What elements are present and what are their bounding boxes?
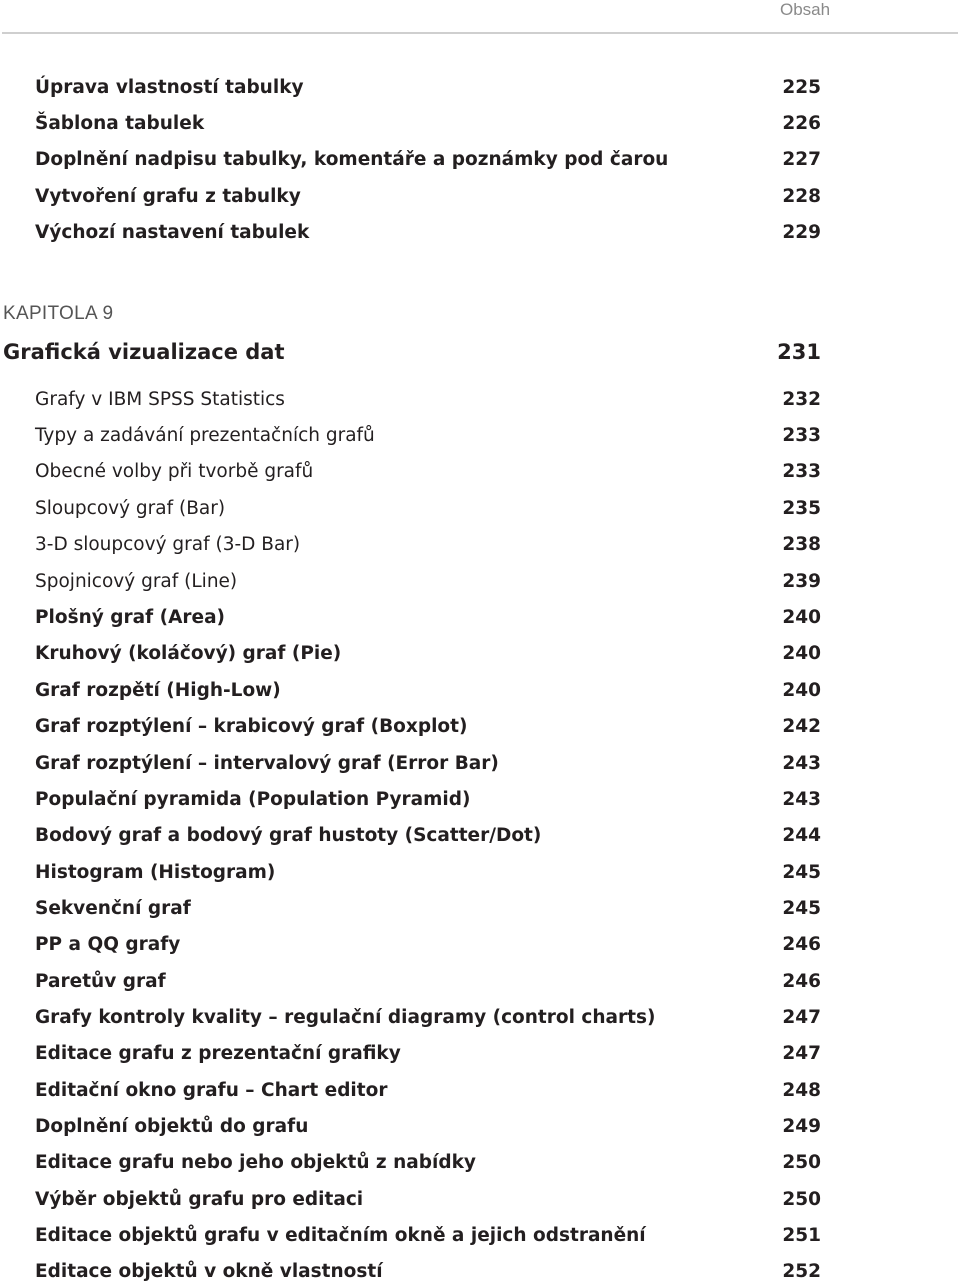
toc-entry-page: 239 (782, 571, 821, 592)
toc-entry-title: Doplnění nadpisu tabulky, komentáře a poznámky pod čarou (35, 149, 669, 170)
toc-entry-page: 248 (782, 1080, 821, 1101)
toc-entry-title: Šablona tabulek (35, 113, 205, 134)
toc-entry[interactable] (35, 1223, 821, 1249)
chapter-label: KAPITOLA 9 (3, 303, 114, 324)
toc-entry-page: 249 (782, 1116, 821, 1137)
toc-entry-title: Grafy v IBM SPSS Statistics (35, 389, 285, 410)
toc-entry[interactable] (35, 1005, 821, 1031)
toc-entry-title: 3-D sloupcový graf (3-D Bar) (35, 534, 301, 555)
toc-entry[interactable] (35, 1114, 821, 1140)
toc-entry-title: Doplnění objektů do grafu (35, 1116, 309, 1137)
toc-entry-page: 250 (782, 1152, 821, 1173)
chapter-heading[interactable] (3, 338, 821, 366)
toc-entry-title: Výchozí nastavení tabulek (35, 222, 310, 243)
toc-entry[interactable] (35, 896, 821, 922)
toc-entry-title: Editace grafu nebo jeho objektů z nabídky (35, 1152, 476, 1173)
toc-entry-page: 240 (782, 680, 821, 701)
toc-entry-page: 246 (782, 934, 821, 955)
toc-entry[interactable] (35, 1259, 821, 1285)
toc-entry[interactable] (35, 387, 821, 413)
toc-entry[interactable] (35, 605, 821, 631)
toc-entry-page: 245 (782, 862, 821, 883)
toc-entry-page: 240 (782, 643, 821, 664)
toc-entry-page: 226 (782, 113, 821, 134)
toc-entry-page: 225 (782, 77, 821, 98)
toc-entry-page: 238 (782, 534, 821, 555)
toc-entry-title: Graf rozptýlení – intervalový graf (Error Bar) (35, 753, 499, 774)
toc-entry-page: 243 (782, 753, 821, 774)
toc-entry-title: Bodový graf a bodový graf hustoty (Scatter/Dot) (35, 825, 542, 846)
toc-entry-title: Populační pyramida (Population Pyramid) (35, 789, 471, 810)
toc-entry-page: 252 (782, 1261, 821, 1282)
toc-entry-page: 228 (782, 186, 821, 207)
toc-entry[interactable] (35, 860, 821, 886)
toc-entry[interactable] (35, 678, 821, 704)
toc-entry-title: Vytvoření grafu z tabulky (35, 186, 301, 207)
toc-entry-title: Kruhový (koláčový) graf (Pie) (35, 643, 342, 664)
toc-entry[interactable] (35, 1078, 821, 1104)
toc-entry-title: Sekvenční graf (35, 898, 191, 919)
toc-entry[interactable] (35, 75, 821, 101)
toc-entry-title: Typy a zadávání prezentačních grafů (35, 425, 375, 446)
toc-entry-title: Editace objektů grafu v editačním okně a jejich odstranění (35, 1225, 646, 1246)
toc-entry[interactable] (35, 220, 821, 246)
toc-entry-page: 250 (782, 1189, 821, 1210)
toc-entry-page: 233 (782, 425, 821, 446)
toc-entry-title: Paretův graf (35, 971, 166, 992)
toc-entry-title: PP a QQ grafy (35, 934, 181, 955)
toc-entry[interactable] (35, 1041, 821, 1067)
toc-entry[interactable] (35, 1150, 821, 1176)
toc-entry[interactable] (35, 569, 821, 595)
toc-entry-title: Spojnicový graf (Line) (35, 571, 238, 592)
toc-entry-page: 247 (782, 1043, 821, 1064)
toc-entry[interactable] (35, 823, 821, 849)
toc-entry-page: 227 (782, 149, 821, 170)
toc-entry-page: 242 (782, 716, 821, 737)
toc-entry[interactable] (35, 1187, 821, 1213)
toc-entry-page: 246 (782, 971, 821, 992)
toc-entry[interactable] (35, 532, 821, 558)
toc-entry-title: Editace grafu z prezentační grafiky (35, 1043, 401, 1064)
toc-entry-title: Graf rozpětí (High-Low) (35, 680, 281, 701)
toc-entry[interactable] (35, 147, 821, 173)
toc-entry-title: Úprava vlastností tabulky (35, 77, 304, 98)
toc-entry[interactable] (35, 423, 821, 449)
toc-entry-page: 229 (782, 222, 821, 243)
toc-entry-title: Editace objektů v okně vlastností (35, 1261, 383, 1282)
toc-entry[interactable] (35, 111, 821, 137)
toc-entry[interactable] (35, 969, 821, 995)
toc-entry-page: 247 (782, 1007, 821, 1028)
chapter-page: 231 (777, 340, 821, 364)
toc-entry-title: Plošný graf (Area) (35, 607, 226, 628)
toc-entry-page: 245 (782, 898, 821, 919)
toc-entry[interactable] (35, 641, 821, 667)
toc-entry-page: 235 (782, 498, 821, 519)
chapter-title: Grafická vizualizace dat (3, 340, 285, 364)
toc-entry-page: 251 (782, 1225, 821, 1246)
toc-entry-title: Výběr objektů grafu pro editaci (35, 1189, 364, 1210)
toc-entry-title: Obecné volby při tvorbě grafů (35, 461, 314, 482)
toc-entry[interactable] (35, 787, 821, 813)
toc-entry[interactable] (35, 932, 821, 958)
toc-entry[interactable] (35, 714, 821, 740)
toc-entry-page: 240 (782, 607, 821, 628)
toc-entry-page: 243 (782, 789, 821, 810)
toc-entry-title: Histogram (Histogram) (35, 862, 276, 883)
toc-entry-page: 244 (782, 825, 821, 846)
toc-entry-title: Graf rozptýlení – krabicový graf (Boxplot) (35, 716, 468, 737)
toc-entry[interactable] (35, 459, 821, 485)
toc-entry[interactable] (35, 184, 821, 210)
header-rule (2, 32, 958, 34)
toc-entry[interactable] (35, 496, 821, 522)
toc-entry[interactable] (35, 751, 821, 777)
toc-entry-page: 233 (782, 461, 821, 482)
running-head: Obsah (780, 0, 831, 19)
toc-entry-title: Editační okno grafu – Chart editor (35, 1080, 388, 1101)
toc-entry-title: Grafy kontroly kvality – regulační diagramy (control charts) (35, 1007, 656, 1028)
toc-entry-page: 232 (782, 389, 821, 410)
toc-entry-title: Sloupcový graf (Bar) (35, 498, 226, 519)
